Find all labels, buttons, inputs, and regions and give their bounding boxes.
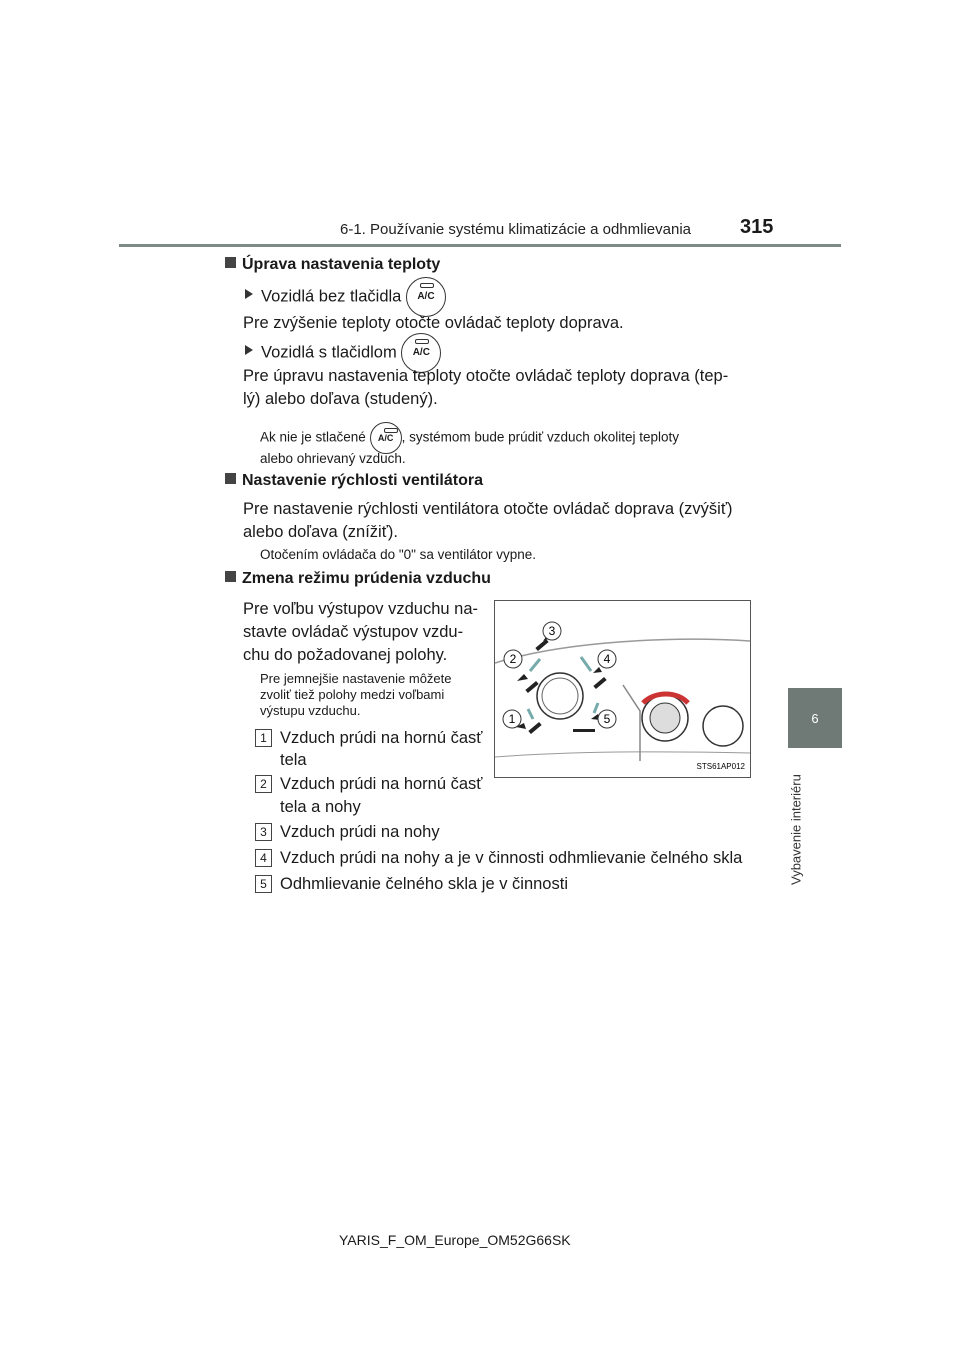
footer-doc-id: YARIS_F_OM_Europe_OM52G66SK bbox=[339, 1232, 571, 1248]
temp-text1: Pre zvýšenie teploty otočte ovládač teploty doprava. bbox=[243, 314, 624, 332]
number-box: 4 bbox=[255, 849, 272, 867]
mode-item-3-text: Vzduch prúdi na nohy bbox=[280, 823, 440, 841]
mode-note-c: výstupu vzduchu. bbox=[260, 703, 361, 718]
number-box: 3 bbox=[255, 823, 272, 841]
mode-item-1 bbox=[255, 726, 482, 750]
fan-text-b: alebo doľava (znížiť). bbox=[243, 523, 398, 541]
bullet-square-icon bbox=[225, 473, 236, 484]
mode-item-3 bbox=[255, 820, 440, 844]
figure-code: STS61AP012 bbox=[696, 762, 745, 771]
number-box: 5 bbox=[255, 875, 272, 893]
mode-text-a: Pre voľbu výstupov vzduchu na- bbox=[243, 600, 479, 618]
ac-button-icon: A/C bbox=[406, 277, 446, 317]
mode-heading bbox=[225, 570, 491, 588]
fan-heading bbox=[225, 472, 483, 490]
mode-item-5 bbox=[255, 872, 568, 896]
mode-item-4 bbox=[255, 846, 742, 870]
triangle-bullet-icon bbox=[245, 289, 253, 299]
mode-item-1-cont: tela bbox=[280, 751, 307, 769]
mode-item-1-text: Vzduch prúdi na hornú časť bbox=[280, 729, 483, 747]
mode-item-5-text: Odhmlievanie čelného skla je v činnosti bbox=[280, 875, 568, 893]
temp-note-a: Ak nie je stlačené bbox=[260, 429, 366, 445]
mode-heading-text: Zmena režimu prúdenia vzduchu bbox=[242, 570, 491, 587]
bullet-square-icon bbox=[225, 571, 236, 582]
temp-item2-text: Vozidlá s tlačidlom bbox=[261, 343, 397, 362]
figure-label-3: 3 bbox=[548, 624, 556, 638]
section-title: 6-1. Používanie systému klimatizácie a odhmlievania bbox=[340, 221, 691, 238]
mode-note-a: Pre jemnejšie nastavenie môžete bbox=[260, 671, 452, 686]
mode-item-2-cont: tela a nohy bbox=[280, 798, 361, 816]
figure-label-4: 4 bbox=[603, 652, 611, 666]
temp-heading-text: Úprava nastavenia teploty bbox=[242, 256, 441, 273]
temp-note-b: , systémom bude prúdiť vzduch okolitej teploty bbox=[401, 429, 680, 445]
figure-label-5: 5 bbox=[603, 712, 611, 726]
triangle-bullet-icon bbox=[245, 345, 253, 355]
fan-note: Otočením ovládača do "0" sa ventilátor vypne. bbox=[260, 547, 536, 562]
mode-item-2-text: Vzduch prúdi na hornú časť bbox=[280, 775, 483, 793]
page-number: 315 bbox=[740, 216, 774, 238]
fan-heading-text: Nastavenie rýchlosti ventilátora bbox=[242, 472, 483, 489]
fan-text-a: Pre nastavenie rýchlosti ventilátora otočte ovládač doprava (zvýšiť) bbox=[243, 500, 733, 518]
number-box: 2 bbox=[255, 775, 272, 793]
airflow-dial-illustration bbox=[495, 601, 750, 777]
figure-label-1: 1 bbox=[508, 712, 516, 726]
chapter-tab: 6 bbox=[788, 688, 842, 748]
chapter-label: Vybavenie interiéru bbox=[788, 774, 804, 886]
temp-text2a: Pre úpravu nastavenia teploty otočte ovládač teploty doprava (tep- bbox=[243, 367, 729, 385]
airflow-mode-figure bbox=[494, 600, 751, 778]
mode-note-b: zvoliť tiež polohy medzi voľbami bbox=[260, 687, 445, 702]
temp-note-c: alebo ohrievaný vzduch. bbox=[260, 451, 406, 466]
ac-button-icon: A/C bbox=[401, 333, 441, 373]
header-rule bbox=[119, 244, 841, 247]
mode-text-c: chu do požadovanej polohy. bbox=[243, 646, 448, 664]
ac-button-icon: A/C bbox=[370, 422, 402, 454]
temp-item1-text: Vozidlá bez tlačidla bbox=[261, 287, 402, 306]
mode-text-b: stavte ovládač výstupov vzdu- bbox=[243, 623, 464, 641]
mode-item-4-text: Vzduch prúdi na nohy a je v činnosti odhmlievanie čelného skla bbox=[280, 849, 743, 867]
mode-item-2 bbox=[255, 772, 482, 796]
figure-label-2: 2 bbox=[509, 652, 517, 666]
number-box: 1 bbox=[255, 729, 272, 747]
temp-text2b: lý) alebo doľava (studený). bbox=[243, 390, 438, 408]
temp-heading bbox=[225, 256, 440, 274]
bullet-square-icon bbox=[225, 257, 236, 268]
